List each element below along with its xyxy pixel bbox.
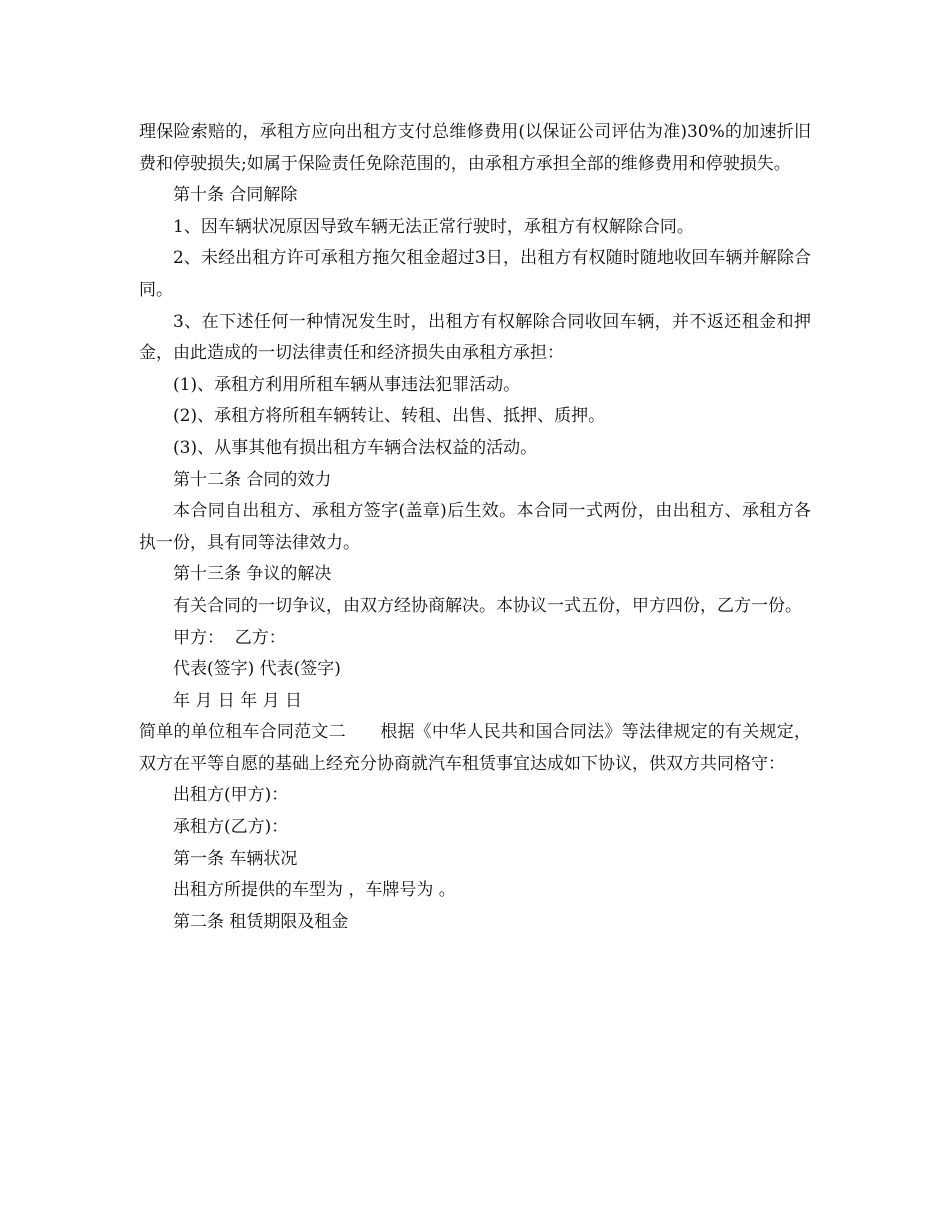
signature-dates: 年 月 日 年 月 日	[173, 690, 303, 711]
article-1-body: 出租方所提供的车型为 ，车牌号为 。	[173, 880, 456, 901]
representative-signatures: 代表(签字) 代表(签字)	[173, 659, 341, 680]
clause-10-2: 2、未经出租方许可承租方拖欠租金超过3日，出租方有权随时随地收回车辆并解除合同。	[139, 248, 811, 300]
article-10-heading: 第十条 合同解除	[173, 185, 298, 206]
party-labels: 甲方： 乙方：	[173, 627, 286, 648]
article-1-heading: 第一条 车辆状况	[173, 848, 298, 869]
article-13-body: 有关合同的一切争议，由双方经协商解决。本协议一式五份，甲方四份，乙方一份。	[173, 595, 802, 616]
contract-two-intro: 简单的单位租车合同范文二 根据《中华人民共和国合同法》等法律规定的有关规定，双方在平等自愿的基础上经充分协商就汽车租赁事宜达成如下协议，供双方共同格守：	[139, 722, 811, 774]
article-2-heading: 第二条 租赁期限及租金	[173, 911, 349, 932]
article-12-heading: 第十二条 合同的效力	[173, 469, 332, 490]
article-12-body: 本合同自出租方、承租方签字(盖章)后生效。本合同一式两份，由出租方、承租方各执一份，具有同等法律效力。	[139, 501, 811, 553]
lessor-party-a: 出租方(甲方)：	[173, 785, 289, 806]
sub-clause-1: (1)、承租方利用所租车辆从事违法犯罪活动。	[173, 374, 521, 395]
clause-10-3: 3、在下述任何一种情况发生时，出租方有权解除合同收回车辆，并不返还租金和押金，由此造成的一切法律责任和经济损失由承租方承担：	[139, 311, 811, 364]
clause-10-1: 1、因车辆状况原因导致车辆无法正常行驶时，承租方有权解除合同。	[173, 216, 694, 237]
document-body	[139, 117, 811, 938]
lessee-party-b: 承租方(乙方)：	[173, 817, 289, 838]
sub-clause-2: (2)、承租方将所租车辆转让、转租、出售、抵押、质押。	[173, 406, 606, 427]
paragraph-insurance-claim: 理保险索赔的，承租方应向出租方支付总维修费用(以保证公司评估为准)30%的加速折旧费和停驶损失;如属于保险责任免除范围的，由承租方承担全部的维修费用和停驶损失。	[139, 122, 811, 174]
sub-clause-3: (3)、从事其他有损出租方车辆合法权益的活动。	[173, 437, 538, 458]
article-13-heading: 第十三条 争议的解决	[173, 564, 332, 585]
